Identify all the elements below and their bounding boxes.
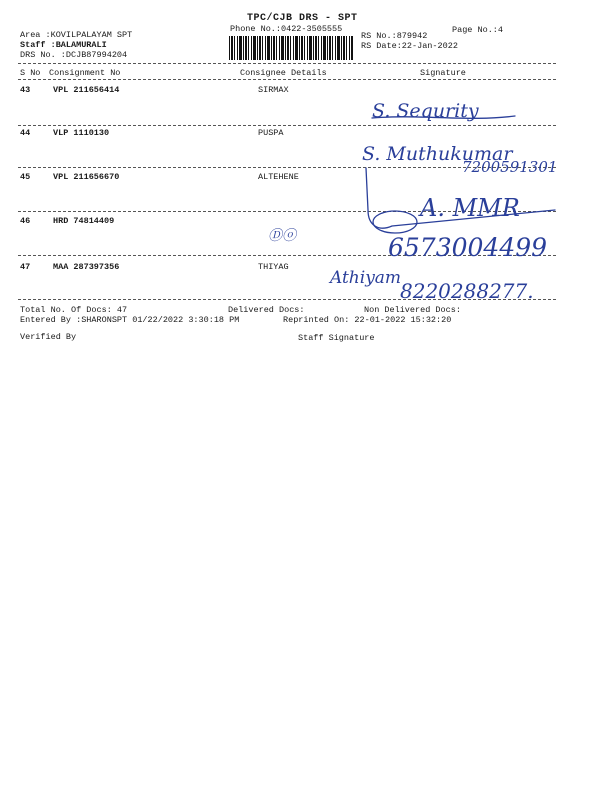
verified-by: Verified By [20,332,77,342]
col-header-signature: Signature [420,68,466,78]
row-consignment: VPL 211656670 [53,172,120,182]
non-delivered-docs: Non Delivered Docs: [364,305,461,315]
row-sno: 45 [20,172,31,182]
row-consignee: THIYAG [258,262,289,272]
row-sno: 47 [20,262,31,272]
col-header-consignee: Consignee Details [240,68,327,78]
reprinted-on: Reprinted On: 22-01-2022 15:32:20 [283,315,452,325]
phone-row-46: 6573004499 [388,233,548,262]
row-consignee: SIRMAX [258,85,289,95]
signature-stroke [373,211,417,233]
staff-label: Staff :BALAMURALI [20,40,107,50]
signature-row-46: A. MMR [420,194,520,222]
document-title: TPC/CJB DRS - SPT [247,13,358,24]
row-consignment: HRD 74814409 [53,216,115,226]
total-docs: Total No. Of Docs: 47 [20,305,128,315]
signature-row-43: S. Sequrity [372,100,479,122]
delivered-docs: Delivered Docs: [228,305,305,315]
phone-row-44: 7200591301 [462,158,558,176]
row-consignee: ALTEHENE [258,172,299,182]
row-sno: 43 [20,85,31,95]
mark-row-46: Ⓓⓞ [268,228,296,244]
row-consignment: VLP 1110130 [53,128,110,138]
row-consignment: MAA 287397356 [53,262,120,272]
signature-row-47: Athiyam [330,268,402,288]
col-header-consignment: Consignment No [49,68,121,78]
row-sno: 44 [20,128,31,138]
entered-by: Entered By :SHARONSPT 01/22/2022 3:30:18 PM [20,315,240,325]
page-number: Page No.:4 [452,25,504,35]
row-consignment: VPL 211656414 [53,85,120,95]
row-consignee: PUSPA [258,128,284,138]
col-header-sno: S No [20,68,41,78]
area-label: Area :KOVILPALAYAM SPT [20,30,133,40]
phone-row-47: 8220288277. [400,279,534,303]
signature-row-44: S. Muthukumar [362,143,513,165]
phone-number: Phone No.:0422-3505555 [230,24,343,34]
drs-number: DRS No. :DCJB87994204 [20,50,128,60]
staff-signature: Staff Signature [298,333,375,343]
row-sno: 46 [20,216,31,226]
rs-date: RS Date:22-Jan-2022 [361,41,458,51]
rs-number: RS No.:879942 [361,31,428,41]
